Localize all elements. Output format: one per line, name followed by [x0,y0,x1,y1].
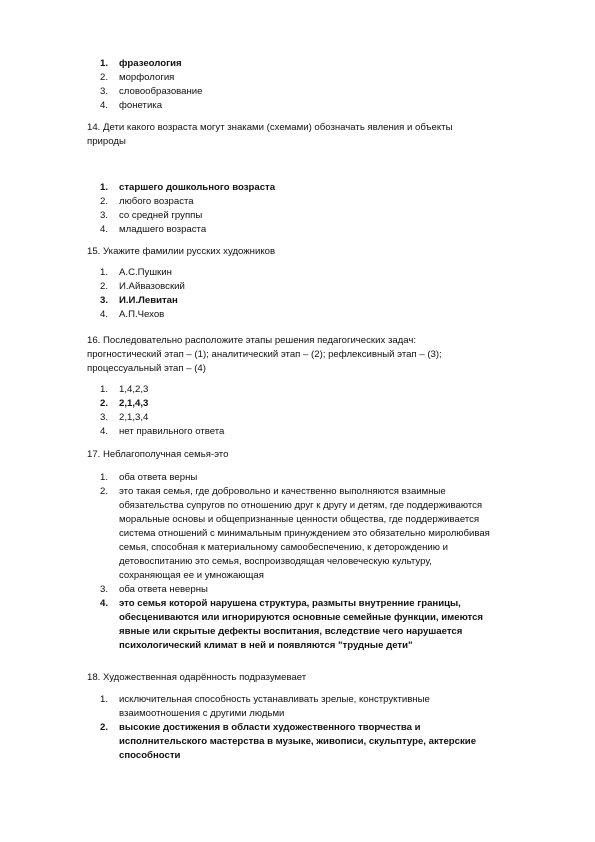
option-text: 2,1,3,4 [119,412,149,423]
option-text: 1,4,2,3 [119,384,149,395]
option-text: оба ответа верны [119,472,198,483]
option-text-line: психологический климат в ней и появляются "трудные дети" [119,640,413,651]
option-number: 2. [100,486,109,497]
option-number: 1. [100,182,109,193]
option-4 [100,99,530,113]
option-4 [100,425,530,439]
option-1 [100,471,530,485]
option-number: 4. [100,224,109,235]
option-text-line: это семья которой нарушена структура, размыты внутренние границы, [119,598,461,609]
option-text-line: система отношений с минимальным принуждением это обязательно миролюбивая [119,528,490,539]
option-2 [100,721,530,763]
option-number: 4. [100,309,109,320]
option-4 [100,597,530,653]
option-4 [100,308,530,322]
option-text: 2,1,4,3 [119,398,149,409]
option-text: фонетика [119,100,163,111]
option-text: А.П.Чехов [119,309,165,320]
option-text-line: обесцениваются или игнорируются основные семейные функции, имеются [119,612,484,623]
option-text: словообразование [119,86,203,97]
option-1 [100,693,530,721]
question-text-line: 14. Дети какого возраста могут знаками (схемами) обозначать явления и объекты [87,122,453,133]
option-number: 3. [100,295,109,306]
option-number: 2. [100,281,109,292]
option-text-line: исключительная способность устанавливать зрелые, конструктивные [119,694,430,705]
option-text: нет правильного ответа [119,426,225,437]
question-14-options [100,181,530,237]
question-text-line: 17. Неблагополучная семья-это [87,449,229,460]
option-text-line: детовоспитанию это семья, воспроизводящая человеческую культуру, [119,556,432,567]
option-number: 2. [100,72,109,83]
option-text-line: сохраняющая ее и умножающая [119,570,264,581]
option-2 [100,280,530,294]
question-text-line: природы [87,136,126,147]
question-text-line: 16. Последовательно расположите этапы решения педагогических задач: [87,335,417,346]
question-17-options [100,471,530,653]
question-text-line: прогностический этап – (1); аналитический этап – (2); рефлексивный этап – (3); [87,349,442,360]
option-text: оба ответа неверны [119,584,208,595]
option-text: фразеология [119,58,182,69]
question-13-options [100,57,530,113]
option-text-line: взаимоотношения с другими людьми [119,708,285,719]
option-number: 1. [100,384,109,395]
option-4 [100,223,530,237]
question-17 [87,448,527,462]
option-text-line: семья, способная к материальному самообеспечению, к деторождению и [119,542,448,553]
option-2 [100,485,530,583]
option-text-line: моральные основы и общепризнанные ценности общества, где поддерживается [119,514,480,525]
option-text: со средней группы [119,210,203,221]
question-16 [87,334,527,376]
option-text: старшего дошкольного возраста [119,182,276,193]
option-number: 1. [100,694,109,705]
option-text: И.И.Левитан [119,295,178,306]
option-1 [100,57,530,71]
option-text-line: высокие достижения в области художественного творчества и [119,722,421,733]
option-text-line: исполнительского мастерства в музыке, живописи, скульптуре, актерские [119,736,477,747]
option-number: 2. [100,398,109,409]
question-text-line: 18. Художественная одарённость подразумевает [87,672,307,683]
option-number: 4. [100,100,109,111]
option-3 [100,209,530,223]
option-text-line: способности [119,750,181,761]
question-16-options [100,383,530,439]
option-number: 2. [100,722,109,733]
question-text-line: 15. Укажите фамилии русских художников [87,246,276,257]
option-number: 4. [100,426,109,437]
option-2 [100,71,530,85]
option-2 [100,195,530,209]
option-number: 3. [100,584,109,595]
option-text-line: это такая семья, где добровольно и качественно выполняются взаимные [119,486,446,497]
option-3 [100,583,530,597]
question-15 [87,245,527,259]
option-text-line: обязательства супругов по отношению друг к другу и детям, где поддерживаются [119,500,483,511]
option-number: 3. [100,412,109,423]
option-3 [100,294,530,308]
question-15-options [100,266,530,322]
question-14 [87,121,527,149]
option-number: 1. [100,472,109,483]
option-3 [100,85,530,99]
question-18 [87,671,527,685]
option-number: 4. [100,598,109,609]
question-text-line: процессуальный этап – (4) [87,363,206,374]
option-text: И.Айвазовский [119,281,185,292]
option-1 [100,383,530,397]
option-number: 3. [100,86,109,97]
option-3 [100,411,530,425]
option-number: 1. [100,267,109,278]
option-1 [100,181,530,195]
question-18-options [100,693,530,763]
option-text: младшего возраста [119,224,207,235]
option-number: 2. [100,196,109,207]
option-text: А.С.Пушкин [119,267,172,278]
option-text: любого возраста [119,196,194,207]
option-number: 1. [100,58,109,69]
option-text-line: явные или скрытые дефекты воспитания, вследствие чего нарушается [119,626,463,637]
option-1 [100,266,530,280]
option-text: морфология [119,72,175,83]
option-number: 3. [100,210,109,221]
option-2 [100,397,530,411]
